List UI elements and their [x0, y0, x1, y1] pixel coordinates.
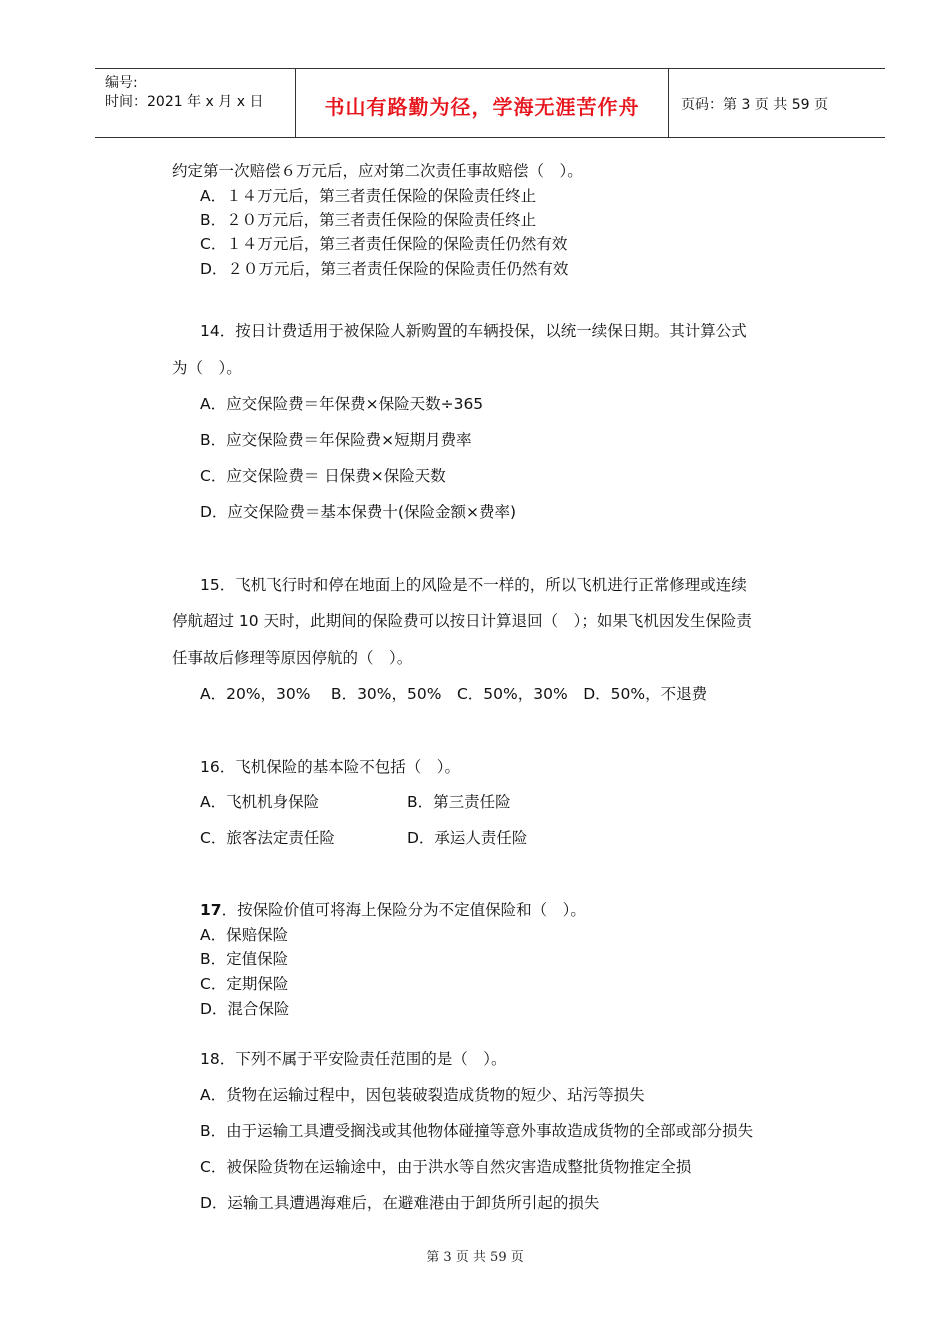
- header-meta: [95, 69, 295, 137]
- serial-label: 编号:: [105, 75, 138, 91]
- text-line: 任事故后修理等原因停航的（ ）。: [172, 649, 413, 667]
- header-page-info: 页码：第 3 页 共 59 页: [681, 97, 828, 113]
- page-header: [95, 68, 885, 138]
- option-line: A．20%，30% B．30%，50% C．50%，30% D．50%，不退费: [200, 685, 708, 703]
- option-line: A．飞机机身保险: [200, 793, 320, 811]
- option-line: D．２０万元后，第三者责任保险的保险责任仍然有效: [200, 260, 569, 278]
- option-line: C．定期保险: [200, 975, 289, 993]
- page-footer: 第 3 页 共 59 页: [426, 1250, 524, 1265]
- text-line: 约定第一次赔偿６万元后，应对第二次责任事故赔偿（ ）。: [172, 162, 583, 180]
- question-15: 15．飞机飞行时和停在地面上的风险是不一样的，所以飞机进行正常修理或连续: [200, 576, 747, 594]
- option-line: B．由于运输工具遭受搁浅或其他物体碰撞等意外事故造成货物的全部或部分损失: [200, 1122, 754, 1140]
- option-line: C．被保险货物在运输途中，由于洪水等自然灾害造成整批货物推定全损: [200, 1158, 692, 1176]
- option-line: D．运输工具遭遇海难后，在避难港由于卸货所引起的损失: [200, 1194, 600, 1212]
- option-line: B．定值保险: [200, 950, 289, 968]
- text-line: 为（ ）。: [172, 359, 242, 377]
- option-line: C．应交保险费＝ 日保费×保险天数: [200, 467, 446, 485]
- time-label: 时间：2021 年 x 月 x 日: [105, 94, 264, 110]
- option-line: A．应交保险费＝年保费×保险天数÷365: [200, 395, 484, 413]
- option-line: D．承运人责任险: [407, 829, 528, 847]
- option-line: C．旅客法定责任险: [200, 829, 335, 847]
- option-line: A．１４万元后，第三者责任保险的保险责任终止: [200, 187, 537, 205]
- option-line: B．第三责任险: [407, 793, 511, 811]
- option-line: A．保赔保险: [200, 926, 289, 944]
- question-17: [200, 900, 586, 920]
- header-motto-cell: [295, 69, 669, 137]
- motto: 书山有路勤为径，学海无涯苦作舟: [324, 95, 640, 119]
- header-page-cell: [669, 69, 885, 137]
- question-14: 14．按日计费适用于被保险人新购置的车辆投保，以统一续保日期。其计算公式: [200, 322, 747, 340]
- option-line: D．应交保险费＝基本保费十(保险金额×费率): [200, 503, 517, 521]
- question-16: 16．飞机保险的基本险不包括（ ）。: [200, 758, 460, 776]
- question-text: ．按保险价值可将海上保险分为不定值保险和（ ）。: [221, 901, 586, 919]
- option-line: D．混合保险: [200, 1000, 290, 1018]
- option-line: C．１４万元后，第三者责任保险的保险责任仍然有效: [200, 235, 568, 253]
- question-number: 17: [200, 901, 222, 919]
- option-line: B．２０万元后，第三者责任保险的保险责任终止: [200, 211, 537, 229]
- question-18: 18．下列不属于平安险责任范围的是（ ）。: [200, 1050, 507, 1068]
- text-line: 停航超过 10 天时，此期间的保险费可以按日计算退回（ ）；如果飞机因发生保险责: [172, 612, 752, 630]
- option-line: B．应交保险费＝年保险费×短期月费率: [200, 431, 472, 449]
- option-line: A．货物在运输过程中，因包装破裂造成货物的短少、玷污等损失: [200, 1086, 645, 1104]
